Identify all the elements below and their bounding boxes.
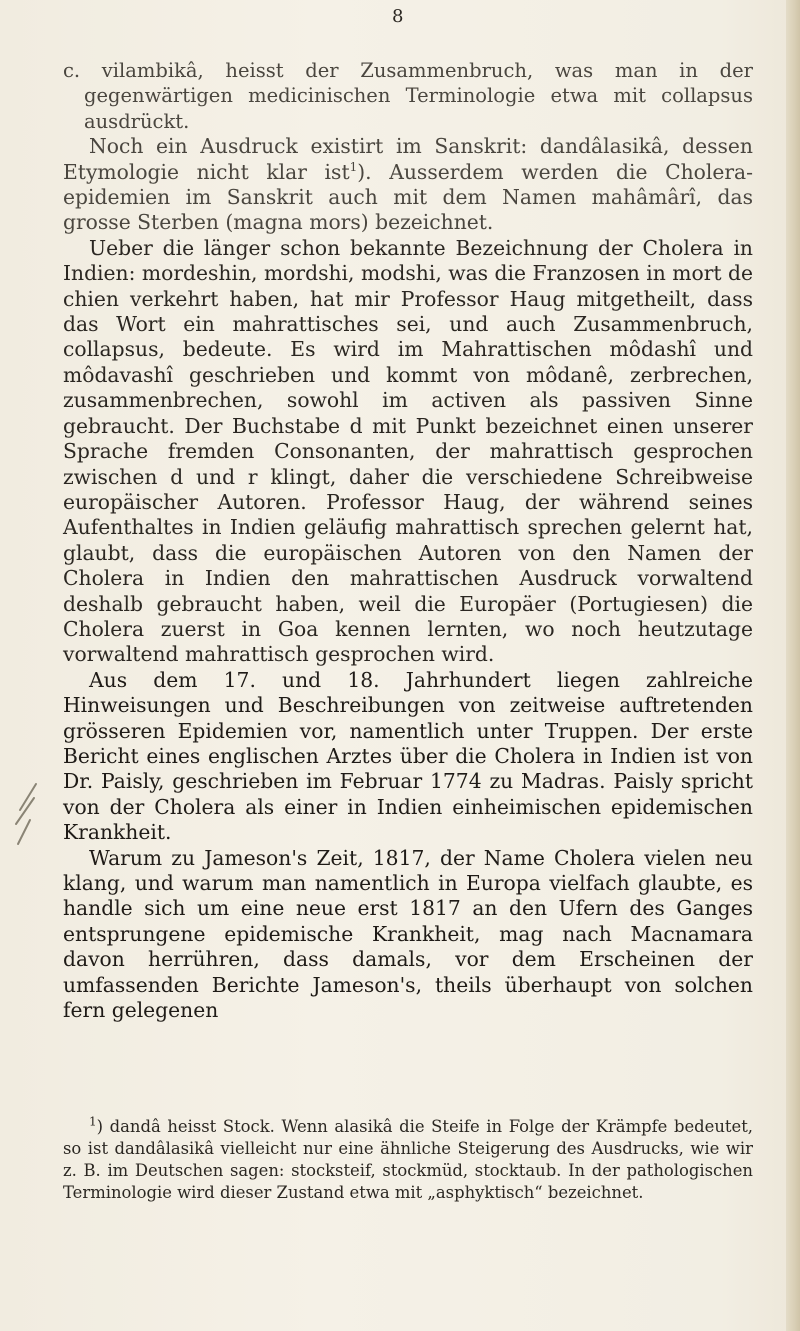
paragraph-dandalasika-text: Noch ein Ausdruck existirt im Sanskrit: dandâlasikâ, dessen Etymologie nicht klar ist [63, 134, 753, 184]
paragraph-history: Aus dem 17. und 18. Jahrhundert liegen zahlreiche Hinweisungen und Beschreibungen von zeitweise auftretenden grösseren Epidemien vor, namentlich unter Truppen. Der erste Bericht eines englischen Arztes über die Cholera in Indien ist von Dr. Paisly, geschrieben im Februar 1774 zu Madras. Paisly spricht von der Cholera als einer in Indien einheimischen epidemischen Krankheit. [63, 667, 753, 845]
page-edge-shadow [786, 0, 800, 1331]
pencil-margin-mark [12, 780, 42, 850]
body-text [63, 58, 753, 1023]
footnote-1 [63, 1116, 753, 1204]
paragraph-dandalasika-continuation: ). Ausserdem werden die Cholera-epidemien im Sanskrit auch mit dem Namen mahâmârî, das grosse Sterben (magna mors) bezeichnet. [63, 159, 753, 235]
footnotes [63, 1116, 753, 1204]
footnote-1-text: ) dandâ heisst Stock. Wenn alasikâ die Steife in Folge der Krämpfe bedeutet, so ist dandâlasikâ vielleicht nur eine ähnliche Steigerung des Ausdrucks, wie wir z. B. im Deutschen sagen: stocksteif, stockmüd, stocktaub. In der pathologischen Terminologie wird dieser Zustand etwa mit „asphyktisch“ bezeichnet. [63, 1117, 753, 1202]
page-number: 8 [392, 6, 404, 27]
paragraph-jameson: Warum zu Jameson's Zeit, 1817, der Name Cholera vielen neu klang, und warum man namentlich in Europa vielfach glaubte, es handle sich um eine neue erst 1817 an den Ufern des Ganges entsprungene epidemische Krankheit, mag nach Macnamara davon herrühren, dass damals, vor dem Erscheinen der umfassenden Berichte Jameson's, theils überhaupt von solchen fern gelegenen [63, 845, 753, 1023]
footnote-marker: 1 [89, 1114, 97, 1129]
paragraph-dandalasika [63, 134, 753, 236]
paragraph-mordeshin: Ueber die länger schon bekannte Bezeichnung der Cholera in Indien: mordeshin, mordshi, modshi, was die Franzosen in mort de chien verkehrt haben, hat mir Professor Haug mitgetheilt, dass das Wort ein mahrattisches sei, und auch Zusammenbruch, collapsus, bedeute. Es wird im Mahrattischen môdashî und môdavashî geschrieben und kommt von môdanê, zerbrechen, zusammenbrechen, sowohl im activen als passiven Sinne gebraucht. Der Buchstabe d mit Punkt bezeichnet einen unserer Sprache fremden Consonanten, der mahrattisch gesprochen zwischen d und r klingt, daher die verschiedene Schreibweise europäischer Autoren. Professor Haug, der während seines Aufenthaltes in Indien geläufig mahrattisch sprechen gelernt hat, glaubt, dass die europäischen Autoren von den Namen der Cholera in Indien den mahrattischen Ausdruck vorwaltend deshalb gebraucht haben, weil die Europäer (Portugiesen) die Cholera zuerst in Goa kennen lernten, wo noch heutzutage vorwaltend mahrattisch gesprochen wird. [63, 235, 753, 667]
footnote-reference: 1 [349, 159, 358, 174]
paragraph-vilambika: c. vilambikâ, heisst der Zusammenbruch, was man in der gegenwärtigen medicinischen Terminologie etwa mit collapsus ausdrückt. [63, 59, 753, 133]
